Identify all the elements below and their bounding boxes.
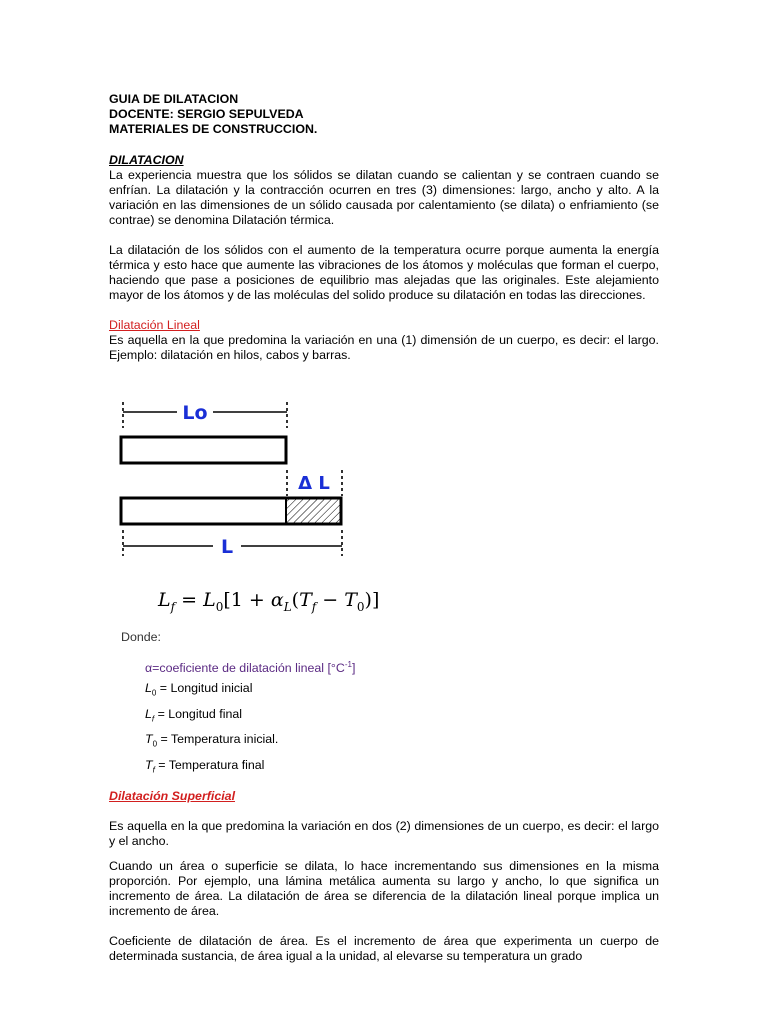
header-teacher: DOCENTE: SERGIO SEPULVEDA <box>109 107 304 121</box>
section-title-superficial[interactable]: Dilatación Superficial <box>109 789 236 803</box>
expansion-hatch <box>287 500 340 523</box>
header-course: MATERIALES DE CONSTRUCCION. <box>109 122 318 136</box>
document-body <box>109 92 659 363</box>
lo-label: Lo <box>182 402 208 424</box>
paragraph-superficial-1: Es aquella en la que predomina la variación en dos (2) dimensiones de un cuerpo, es decir: el largo y el ancho. <box>109 819 659 848</box>
linear-expansion-diagram <box>109 396 349 556</box>
section-title-lineal[interactable]: Dilatación Lineal <box>109 318 200 332</box>
paragraph-lineal-1: Es aquella en la que predomina la variación en una (1) dimensión de un cuerpo, es decir: el largo. Ejemplo: dilatación en hilos, cabos y barras. <box>109 333 659 362</box>
linear-expansion-formula: $L_f = L_0[1 + \alpha_L(T_f - T_0)]$ <box>158 589 380 614</box>
paragraph-dilatacion-1: La experiencia muestra que los sólidos se dilatan cuando se calientan y se contraen cuando se enfrían. La dilatación y la contracción ocurren en tres (3) dimensiones: largo, ancho y alto. A la variación en las dimensiones de un sólido causada por calentamiento (se dilata) o enfriamiento (se contrae) se denomina Dilatación térmica. <box>109 168 659 227</box>
header-title: GUIA DE DILATACION <box>109 92 239 106</box>
variable-definitions <box>145 655 355 780</box>
def-l0: $L_0$ = Longitud inicial <box>145 681 253 698</box>
def-t0: $T_0$ = Temperatura inicial. <box>145 732 279 749</box>
donde-label: Donde: <box>121 630 161 644</box>
def-tf: $T_f$ = Temperatura final <box>145 757 265 774</box>
delta-l-label: Δ L <box>298 473 330 494</box>
paragraph-superficial-3: Coeficiente de dilatación de área. Es el incremento de área que experimenta un cuerpo de determinada sustancia, de área igual a la unidad, al elevarse su temperatura un grado <box>109 934 659 963</box>
superficial-section <box>109 789 659 964</box>
section-title-dilatacion: DILATACION <box>109 153 184 167</box>
paragraph-dilatacion-2: La dilatación de los sólidos con el aumento de la temperatura ocurre porque aumenta la energía térmica y esto hace que aumente las vibraciones de los átomos y moléculas que forman el cuerpo, haciendo que pase a posiciones de equilibrio mas alejadas que las originales. Este alejamiento mayor de los átomos y de las moléculas del solido produce su dilatación en todas las direcciones. <box>109 243 659 302</box>
def-lf: $L_f$ = Longitud final <box>145 706 242 724</box>
l-label: L <box>220 536 234 556</box>
paragraph-superficial-2: Cuando un área o superficie se dilata, lo hace incrementando sus dimensiones en la misma proporción. Por ejemplo, una lámina metálica aumenta su largo y ancho, lo que significa un incremento de área. La dilatación de área se diferencia de la dilatación lineal porque implica un incremento de área. <box>109 859 659 918</box>
def-alpha: α=coeficiente de dilatación lineal $[^\circ C^{-1}]$ <box>145 660 356 676</box>
original-bar <box>121 437 286 463</box>
